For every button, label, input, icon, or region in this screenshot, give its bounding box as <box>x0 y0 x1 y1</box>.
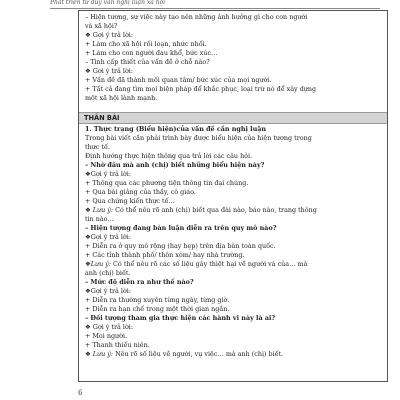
text-line: Trong bài viết cần phải trình bày được biểu hiện của hiện tượng trong <box>85 134 312 142</box>
text-line: + Thanh thiếu niên. <box>85 341 150 349</box>
text-line: – Nhờ đâu mà anh (chị) biết những biểu hiện này? <box>85 161 265 169</box>
text-line: – Đối tượng tham gia thực hiện các hành vi này là ai? <box>85 314 276 322</box>
text-line: ❖ Lưu ý: Có thể nêu rõ anh (chị) biết qua đài nào, báo nào, trang thông <box>85 206 317 214</box>
text-line: ❖Gợi ý trả lời: <box>85 287 131 295</box>
text-line: ❖ Gợi ý trả lời: <box>85 67 133 75</box>
page-number: 6 <box>78 389 83 397</box>
text-line: ❖Gợi ý trả lời: <box>85 170 131 178</box>
text-line: – Tình cấp thiết của vấn đề ở chỗ nào? <box>85 58 210 66</box>
text-line: + Làm cho con người đau khổ, bức xúc… <box>85 49 218 57</box>
text-line: + Diễn ra ở quy mô rộng (hay hẹp) trên địa bàn toàn quốc. <box>85 242 276 250</box>
text-line: ❖ Gợi ý trả lời: <box>85 31 133 39</box>
text-line: Định hướng thực hiện thông qua trả lời các câu hỏi. <box>85 152 253 160</box>
text-line: + Thông qua các phương tiện thông tin đại chúng. <box>85 179 249 187</box>
text-line: + Diễn ra thường xuyên từng ngày, từng giờ. <box>85 296 230 304</box>
section-heading-than-bai: THÂN BÀI <box>79 112 387 124</box>
text-line: ❖Gợi ý trả lời: <box>85 233 131 241</box>
text-line: + Mọi người. <box>85 332 128 340</box>
text-line: anh (chị) biết. <box>85 269 131 277</box>
content-box <box>78 10 388 382</box>
text-line: ❖ Lưu ý: Nêu rõ số liệu về người, vụ việc… mà anh (chị) biết. <box>85 350 284 358</box>
text-line: – Hiện tượng đang bàn luận diễn ra trên quy mô nào? <box>85 224 277 232</box>
text-line: – Mức độ diễn ra như thế nào? <box>85 278 194 286</box>
text-line: – Hiện tượng, sự việc này tạo nên những ảnh hưởng gì cho con người <box>85 13 308 21</box>
text-line: thực tế. <box>85 143 110 151</box>
text-line: và xã hội? <box>85 22 118 30</box>
text-line: + Qua chứng kiến thực tế… <box>85 197 175 205</box>
text-line: + Qua bài giảng của thầy, cô giáo. <box>85 188 196 196</box>
text-line: + Các tỉnh thành phố/ thôn xóm/ hay nhà trường. <box>85 251 245 259</box>
text-line: ❖Lưu ý: Có thể nêu rõ các số liệu gây thiệt hại về người và của… mà <box>85 260 308 268</box>
text-line: + Diễn ra hạn chế trong một thời gian ngắn. <box>85 305 230 313</box>
text-line: 1. Thực trạng (Biểu hiện)của vấn đề cần nghị luận <box>85 125 267 133</box>
text-line: một xã hội lành mạnh. <box>85 94 158 102</box>
text-line: ❖ Gợi ý trả lời: <box>85 323 133 331</box>
text-line: tin nào… <box>85 215 114 223</box>
text-line: + Làm cho xã hội rối loạn, nhức nhối. <box>85 40 207 48</box>
running-header: Phát triển tư duy văn nghị luận xã hội <box>50 0 380 9</box>
text-line: + Vấn đề đã thành mối quan tâm/ bức xúc của mọi người. <box>85 76 272 84</box>
text-line: + Tất cả đang tìm mọi biện pháp để khắc phục, loại trừ nó để xây dựng <box>85 85 317 93</box>
